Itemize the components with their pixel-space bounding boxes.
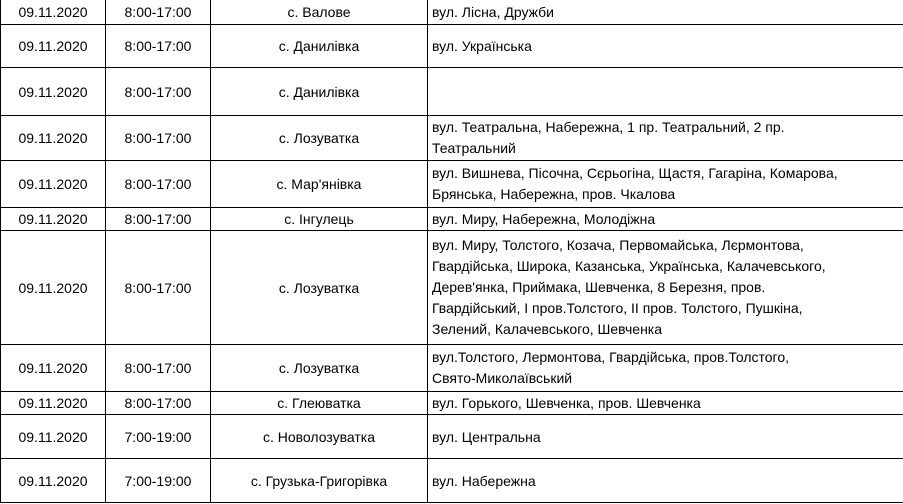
table-row xyxy=(1,415,903,459)
streets-cell: вул. Миру, Набережна, Молодіжна xyxy=(428,208,903,231)
date-cell: 09.11.2020 xyxy=(1,231,106,345)
table-row xyxy=(1,459,903,503)
time-cell: 8:00-17:00 xyxy=(106,231,211,345)
date-cell: 09.11.2020 xyxy=(1,116,106,161)
streets-cell: вул. Лісна, Дружби xyxy=(428,0,903,25)
date-cell: 09.11.2020 xyxy=(1,68,106,116)
date-cell: 09.11.2020 xyxy=(1,415,106,459)
village-cell: с. Лозуватка xyxy=(211,345,428,392)
time-cell: 7:00-19:00 xyxy=(106,459,211,503)
village-cell: с. Глеюватка xyxy=(211,392,428,415)
date-cell: 09.11.2020 xyxy=(1,345,106,392)
table-row xyxy=(1,161,903,208)
time-cell: 8:00-17:00 xyxy=(106,116,211,161)
table-row xyxy=(1,392,903,415)
streets-cell: вул. Українська xyxy=(428,25,903,68)
village-cell: с. Мар'янівка xyxy=(211,161,428,208)
streets-cell: вул.Толстого, Лермонтова, Гвардійська, пров.Толстого, Свято-Миколаївський xyxy=(428,345,903,392)
village-cell: с. Данилівка xyxy=(211,68,428,116)
date-cell: 09.11.2020 xyxy=(1,208,106,231)
village-cell: с. Лозуватка xyxy=(211,231,428,345)
time-cell: 8:00-17:00 xyxy=(106,345,211,392)
village-cell: с. Данилівка xyxy=(211,25,428,68)
date-cell: 09.11.2020 xyxy=(1,161,106,208)
streets-cell: вул. Вишнева, Пісочна, Сєрьогіна, Щастя, Гагаріна, Комарова, Брянська, Набережна, пров. Чкалова xyxy=(428,161,903,208)
table-row xyxy=(1,68,903,116)
streets-cell xyxy=(428,68,903,116)
time-cell: 8:00-17:00 xyxy=(106,68,211,116)
time-cell: 8:00-17:00 xyxy=(106,25,211,68)
village-cell: с. Лозуватка xyxy=(211,116,428,161)
streets-cell: вул. Центральна xyxy=(428,415,903,459)
date-cell: 09.11.2020 xyxy=(1,459,106,503)
time-cell: 7:00-19:00 xyxy=(106,415,211,459)
village-cell: с. Грузька-Григорівка xyxy=(211,459,428,503)
table-row xyxy=(1,25,903,68)
time-cell: 8:00-17:00 xyxy=(106,208,211,231)
date-cell: 09.11.2020 xyxy=(1,25,106,68)
streets-cell: вул. Набережна xyxy=(428,459,903,503)
village-cell: с. Новолозуватка xyxy=(211,415,428,459)
streets-cell: вул. Миру, Толстого, Козача, Первомайська, Лєрмонтова, Гвардійська, Широка, Казанська, Українська, Калачевського, Дерев'янка, Приймака, Шевченка, 8 Березня, пров. Гвардійський, І пров.Толстого, ІІ пров. Толстого, Пушкіна, Зелений, Калачевського, Шевченка xyxy=(428,231,903,345)
streets-cell: вул. Театральна, Набережна, 1 пр. Театральний, 2 пр. Театральний xyxy=(428,116,903,161)
table-row xyxy=(1,116,903,161)
time-cell: 8:00-17:00 xyxy=(106,0,211,25)
table-row xyxy=(1,208,903,231)
table-row xyxy=(1,0,903,25)
village-cell: с. Інгулець xyxy=(211,208,428,231)
time-cell: 8:00-17:00 xyxy=(106,161,211,208)
table-row xyxy=(1,231,903,345)
table-row xyxy=(1,345,903,392)
time-cell: 8:00-17:00 xyxy=(106,392,211,415)
village-cell: с. Валове xyxy=(211,0,428,25)
streets-cell: вул. Горького, Шевченка, пров. Шевченка xyxy=(428,392,903,415)
date-cell: 09.11.2020 xyxy=(1,0,106,25)
date-cell: 09.11.2020 xyxy=(1,392,106,415)
